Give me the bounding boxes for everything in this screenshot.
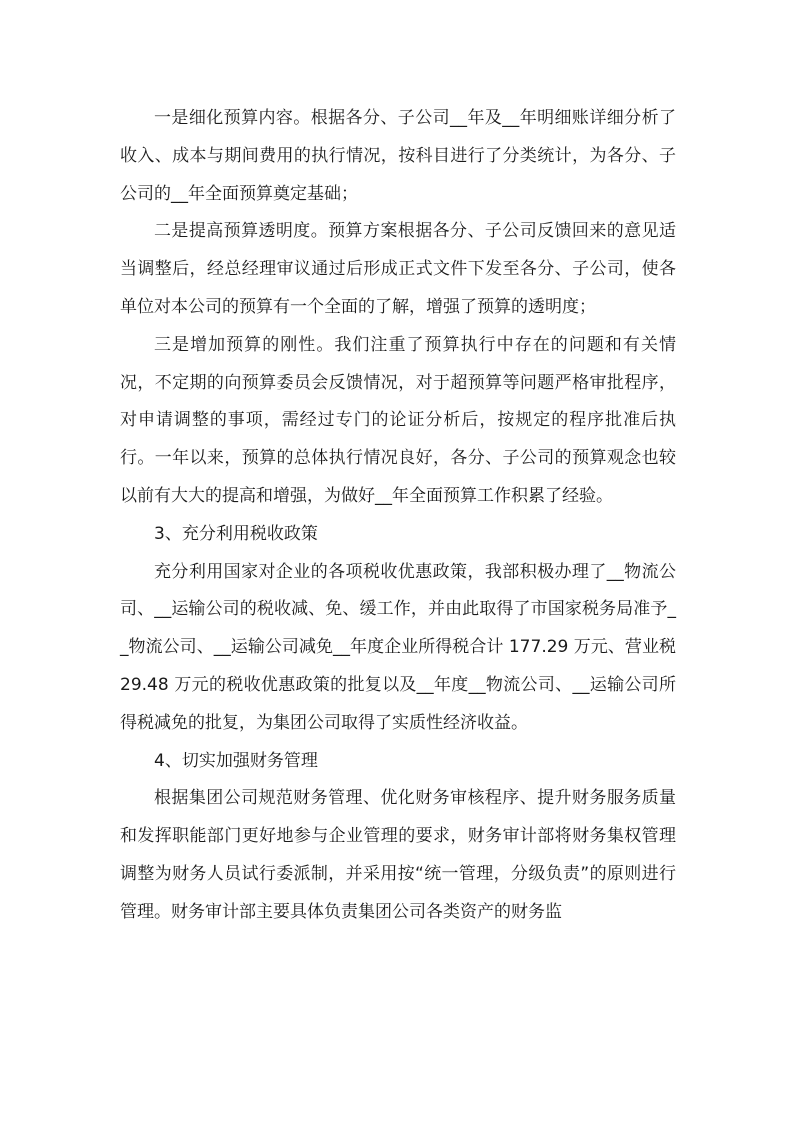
paragraph-budget-rigidity: 三是增加预算的刚性。我们注重了预算执行中存在的问题和有关情况，不定期的向预算委员会反馈情况，对于超预算等问题严格审批程序，对申请调整的事项，需经过专门的论证分析后，按规定的程序批准后执行。一年以来，预算的总体执行情况良好，各分、子公司的预算观念也较以前有大大的提高和增强，为做好__年全面预算工作积累了经验。 bbox=[120, 334, 676, 506]
paragraph-detail-budget: 一是细化预算内容。根据各分、子公司__年及__年明细账详细分析了收入、成本与期间费用的执行情况，按科目进行了分类统计，为各分、子公司的__年全面预算奠定基础； bbox=[120, 108, 676, 204]
paragraph-financial-management: 根据集团公司规范财务管理、优化财务审核程序、提升财务服务质量和发挥职能部门更好地参与企业管理的要求，财务审计部将财务集权管理调整为财务人员试行委派制，并采用按“统一管理，分级负责”的原则进行管理。财务审计部主要具体负责集团公司各类资产的财务监 bbox=[120, 788, 676, 922]
section-heading-financial-management: 4、切实加强财务管理 bbox=[154, 750, 318, 771]
paragraph-tax-policy: 充分利用国家对企业的各项税收优惠政策，我部积极办理了__物流公司、__运输公司的税收减、免、缓工作，并由此取得了市国家税务局准予__物流公司、__运输公司减免__年度企业所得税合计 177.29 万元、营业税 29.48 万元的税收优惠政策的批复以及__年度__物流公司、__运输公司所得税减免的批复，为集团公司取得了实质性经济收益。 bbox=[120, 561, 676, 733]
section-heading-tax-policy: 3、充分利用税收政策 bbox=[154, 523, 318, 544]
paragraph-budget-transparency: 二是提高预算透明度。预算方案根据各分、子公司反馈回来的意见适当调整后，经总经理审议通过后形成正式文件下发至各分、子公司，使各单位对本公司的预算有一个全面的了解，增强了预算的透明度； bbox=[120, 221, 676, 317]
document-body bbox=[120, 100, 676, 932]
